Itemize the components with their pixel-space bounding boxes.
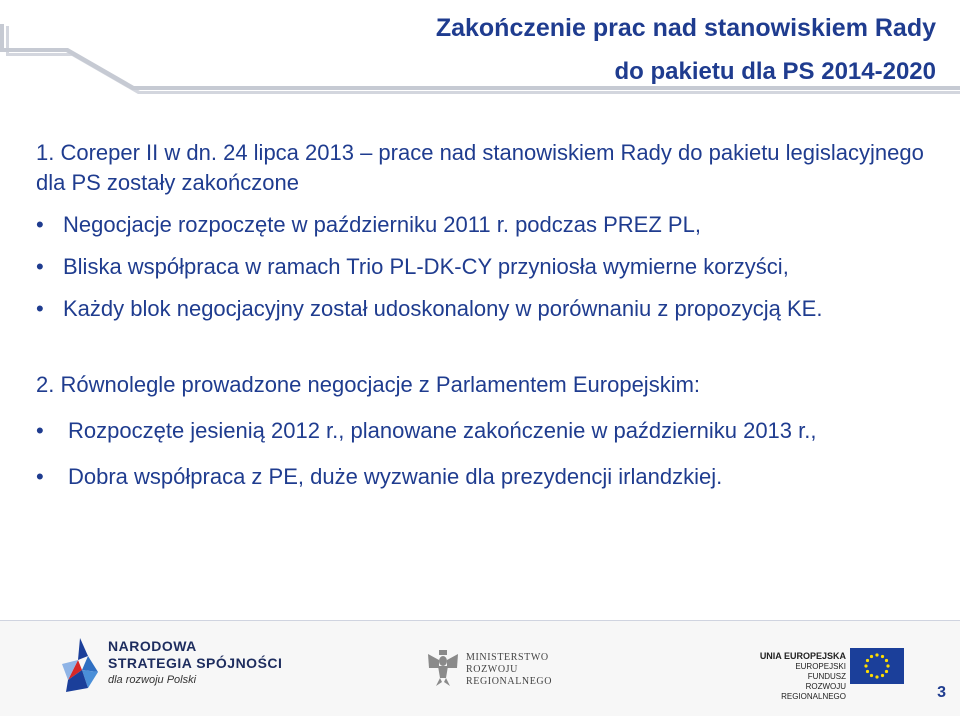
slide-subtitle: do pakietu dla PS 2014-2020 — [614, 58, 936, 85]
list-item-text: Dobra współpraca z PE, duże wyzwanie dla prezydencji irlandzkiej. — [68, 464, 723, 489]
bullet-icon: • — [36, 418, 44, 443]
bullet-icon: • — [36, 464, 44, 489]
nss-line-3: dla rozwoju Polski — [108, 674, 197, 686]
list-item-text: Każdy blok negocjacyjny został udoskonalony w porównaniu z propozycją KE. — [63, 296, 823, 321]
section-1-bullets — [36, 210, 936, 324]
eu-line-1: UNIA EUROPEJSKA — [759, 651, 846, 661]
slide-title: Zakończenie prac nad stanowiskiem Rady — [435, 14, 936, 42]
eu-flag-icon — [850, 648, 904, 684]
eu-line-2: EUROPEJSKI FUNDUSZ — [795, 662, 846, 681]
list-item-text: Rozpoczęte jesienią 2012 r., planowane zakończenie w październiku 2013 r., — [68, 418, 817, 443]
section-2-heading: 2. Równolegle prowadzone negocjacje z Parlamentem Europejskim: — [36, 372, 701, 397]
ministry-line-1: MINISTERSTWO — [466, 652, 549, 663]
bullet-icon: • — [36, 212, 44, 237]
ministry-logo — [426, 648, 566, 688]
eagle-emblem-icon — [426, 648, 460, 688]
list-item — [36, 210, 936, 240]
section-2 — [36, 370, 936, 492]
bullet-icon: • — [36, 296, 44, 321]
section-2-bullets — [36, 416, 936, 492]
list-item — [36, 252, 936, 282]
eu-line-3: ROZWOJU REGIONALNEGO — [781, 682, 846, 701]
ministry-line-3: REGIONALNEGO — [466, 676, 553, 687]
ministry-line-2: ROZWOJU — [466, 664, 518, 675]
page-number: 3 — [937, 684, 946, 701]
section-1 — [36, 138, 936, 324]
list-item — [36, 416, 936, 446]
nss-emblem-icon — [58, 636, 102, 694]
nss-line-1: NARODOWA — [108, 638, 197, 654]
slide-content — [36, 138, 936, 492]
list-item — [36, 294, 936, 324]
ministry-text — [466, 652, 552, 688]
nss-line-2: STRATEGIA SPÓJNOŚCI — [108, 655, 283, 671]
section-1-heading: 1. Coreper II w dn. 24 lipca 2013 – prace nad stanowiskiem Rady do pakietu legislacyjnego dla PS zostały zakończone — [36, 140, 924, 195]
nss-text — [108, 638, 282, 686]
list-item-text: Negocjacje rozpoczęte w październiku 2011 r. podczas PREZ PL, — [63, 212, 701, 237]
eu-text — [756, 650, 846, 702]
nss-logo — [58, 636, 298, 696]
list-item-text: Bliska współpraca w ramach Trio PL-DK-CY przyniosła wymierne korzyści, — [63, 254, 789, 279]
list-item — [36, 462, 936, 492]
bullet-icon: • — [36, 254, 44, 279]
eu-logo — [756, 648, 906, 701]
header-banner — [0, 0, 960, 100]
